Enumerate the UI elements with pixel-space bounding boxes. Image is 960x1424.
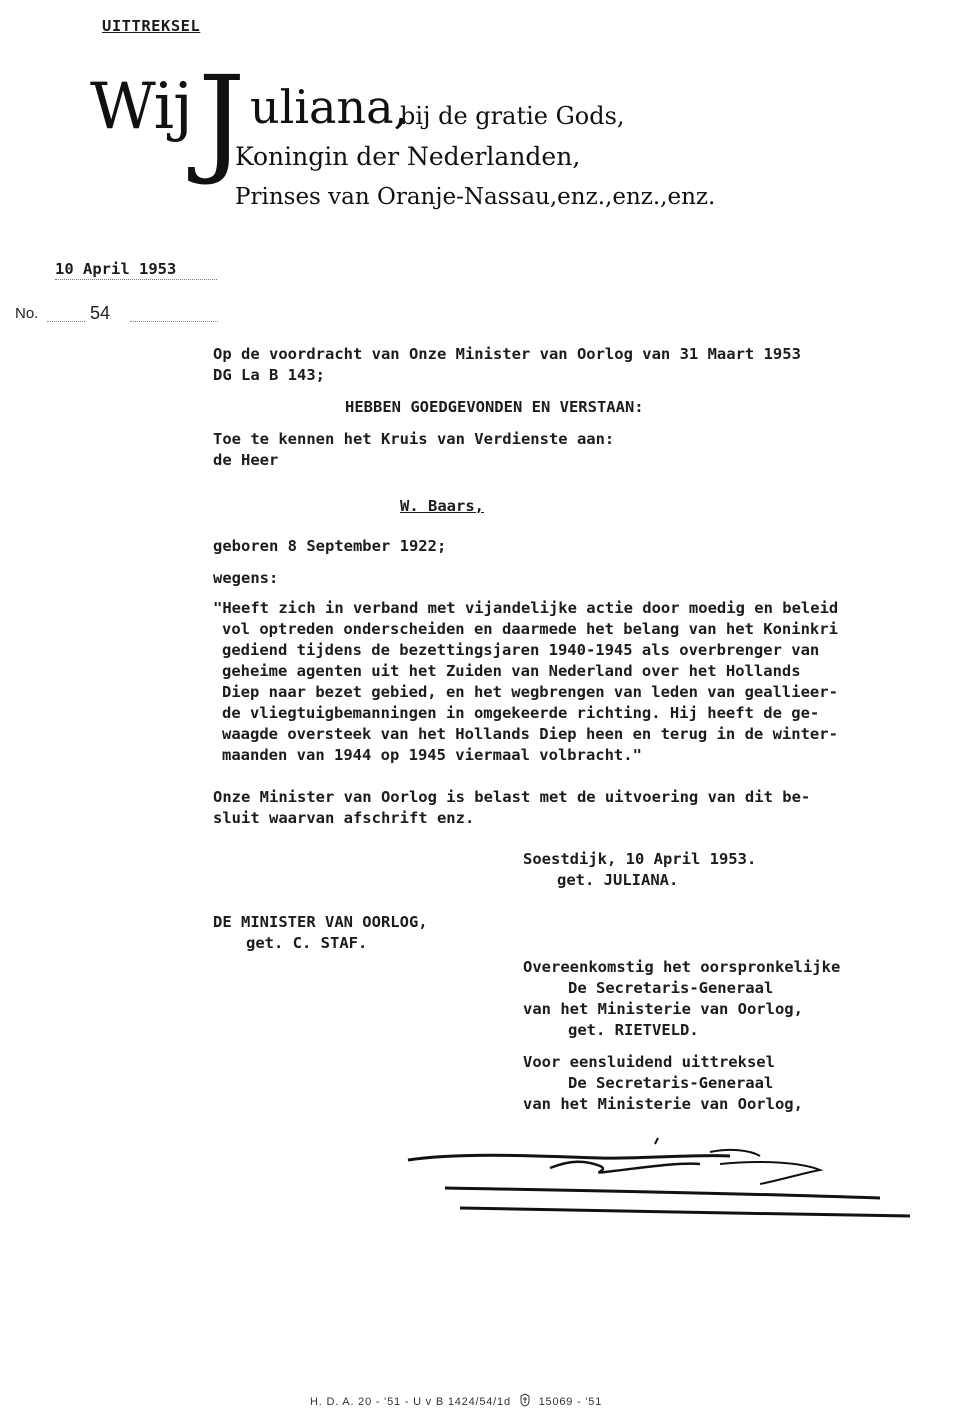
handwritten-signature [400, 1130, 920, 1230]
print-reference-right: 15069 - '51 [538, 1396, 603, 1408]
number-dotted-line [47, 321, 85, 322]
body-line: Onze Minister van Oorlog is belast met de uitvoering van dit be- [213, 788, 811, 806]
document-type-label: UITTREKSEL [102, 17, 201, 35]
body-line: DG La B 143; [213, 366, 325, 384]
body-line: Op de voordracht van Onze Minister van Oorlog van 31 Maart 1953 [213, 345, 801, 363]
citation-line: Diep naar bezet gebied, en het wegbrengen van leden van geallieer- [222, 683, 838, 701]
minister-title: DE MINISTER VAN OORLOG, [213, 913, 428, 931]
number-label: No. [15, 305, 39, 322]
extract-line: De Secretaris-Generaal [568, 1074, 774, 1092]
citation-line: de vliegtuigbemanningen in omgekeerde richting. Hij heeft de ge- [222, 704, 820, 722]
crest-icon [519, 1393, 531, 1407]
extract-line: Voor eensluidend uittreksel [523, 1053, 775, 1071]
recipient-name: W. Baars, [400, 497, 484, 515]
letterhead-line-2: Koningin der Nederlanden, [235, 142, 581, 171]
citation-line: "Heeft zich in verband met vijandelijke actie door moedig en beleid [213, 599, 839, 617]
conformity-line: Overeenkomstig het oorspronkelijke [523, 958, 841, 976]
decision-heading: HEBBEN GOEDGEVONDEN EN VERSTAAN: [345, 398, 644, 416]
place-date: Soestdijk, 10 April 1953. [523, 850, 757, 868]
minister-signed: get. C. STAF. [246, 934, 368, 952]
body-line: sluit waarvan afschrift enz. [213, 809, 475, 827]
body-line: de Heer [213, 451, 279, 469]
print-reference [310, 1393, 602, 1408]
conformity-line: van het Ministerie van Oorlog, [523, 1000, 803, 1018]
signed-queen: get. JULIANA. [557, 871, 679, 889]
citation-line: geheime agenten uit het Zuiden van Nederland over het Hollands [222, 662, 801, 680]
letterhead-line-1: bij de gratie Gods, [400, 102, 625, 130]
birth-date-line: geboren 8 September 1922; [213, 537, 447, 555]
conformity-signed: get. RIETVELD. [568, 1021, 699, 1039]
reason-label: wegens: [213, 569, 279, 587]
body-line: Toe te kennen het Kruis van Verdienste aan: [213, 430, 615, 448]
citation-line: waagde oversteek van het Hollands Diep heen en terug in de winter- [222, 725, 838, 743]
extract-line: van het Ministerie van Oorlog, [523, 1095, 803, 1113]
decree-date: 10 April 1953 [55, 260, 217, 280]
citation-line: vol optreden onderscheiden en daarmede het belang van het Koninkri [222, 620, 838, 638]
letterhead-j: J [198, 50, 246, 188]
print-reference-left: H. D. A. 20 - '51 - U v B 1424/54/1d [310, 1396, 511, 1408]
citation-line: gediend tijdens de bezettingsjaren 1940-1945 als overbrenger van [222, 641, 820, 659]
letterhead-wij: Wij [90, 70, 192, 144]
number-dotted-line-2 [130, 321, 218, 322]
letterhead-uliana: uliana, [250, 80, 409, 134]
royal-letterhead [90, 50, 790, 240]
citation-line: maanden van 1944 op 1945 viermaal volbracht." [222, 746, 642, 764]
letterhead-line-3: Prinses van Oranje-Nassau,enz.,enz.,enz. [235, 184, 716, 210]
decree-number: 54 [90, 303, 111, 323]
conformity-line: De Secretaris-Generaal [568, 979, 774, 997]
